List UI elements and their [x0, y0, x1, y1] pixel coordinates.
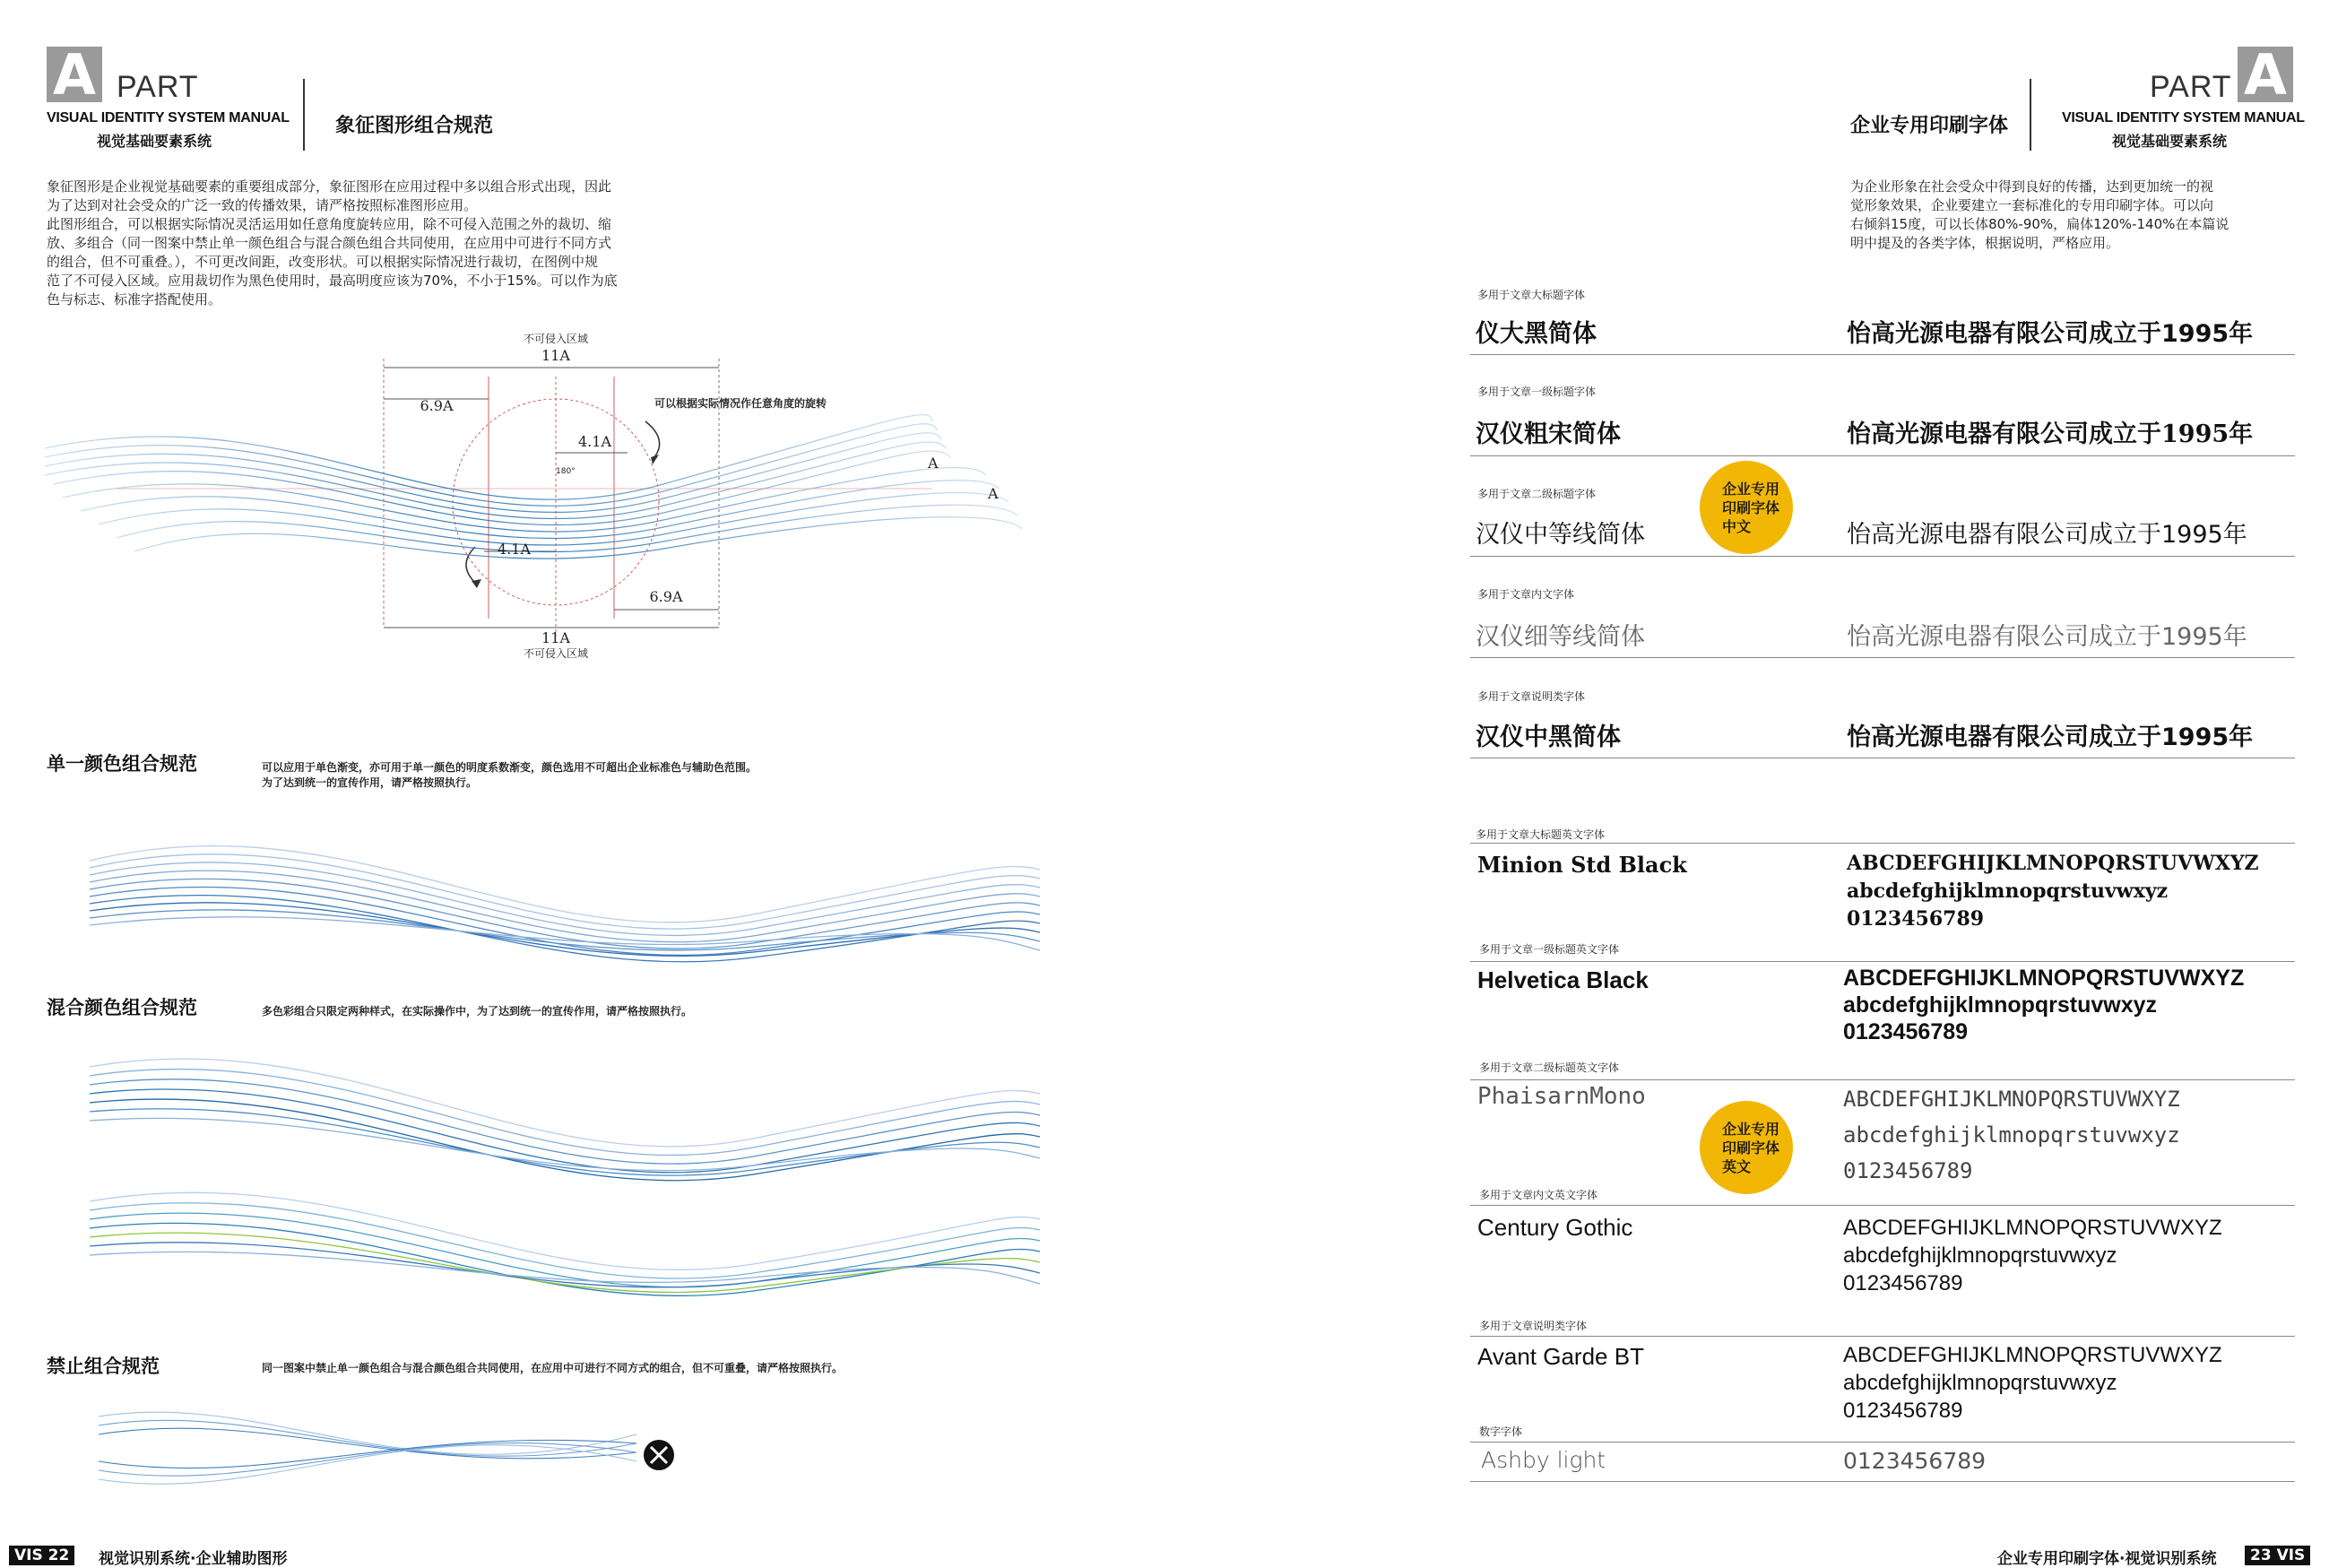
- diagram-bottom-label: 不可侵入区域: [523, 647, 589, 660]
- single-color-note: [262, 760, 757, 791]
- intro-line: 此图形组合，可以根据实际情况灵活运用如任意角度旋转应用，除不可侵入范围之外的裁切、缩: [47, 216, 612, 232]
- single-note-line: 为了达到统一的宣传作用，请严格按照执行。: [262, 776, 478, 789]
- cn-font-name: 仪大黑简体: [1476, 320, 1597, 348]
- mixed-color-note: 多色彩组合只限定两种样式，在实际操作中，为了达到统一的宣传作用，请严格按照执行。: [262, 1005, 693, 1018]
- cn-font-sample: 怡高光源电器有限公司成立于1995年: [1847, 521, 2247, 549]
- intro-paragraph: [47, 178, 746, 309]
- en-font-sample: [1843, 965, 2244, 1045]
- single-color-title: 单一颜色组合规范: [47, 753, 197, 775]
- en-font-sample: [1843, 1341, 2222, 1425]
- diagram-top-label: 不可侵入区域: [523, 333, 589, 345]
- intro-line: 明中提及的各类字体，根据说明，严格应用。: [1850, 235, 2120, 251]
- intro-line: 右倾斜15度，可以长体80%-90%，扁体120%-140%在本篇说: [1850, 216, 2229, 232]
- cn-font-sample: 怡高光源电器有限公司成立于1995年: [1847, 623, 2247, 651]
- badge-line: 中文: [1721, 517, 1751, 535]
- en-row-category: 多用于文章大标题英文字体: [1476, 828, 1606, 841]
- mixed-color-title: 混合颜色组合规范: [47, 997, 197, 1018]
- row-divider: [1470, 657, 2295, 658]
- row-divider: [1470, 1336, 2295, 1337]
- badge-line: 印刷字体: [1721, 498, 1779, 516]
- intro-line: 觉形象效果，企业要建立一套标准化的专用印刷字体。可以向: [1850, 197, 2214, 213]
- sample-upper: ABCDEFGHIJKLMNOPQRSTUVWXYZ: [1843, 1216, 2222, 1240]
- badge-line: 企业专用: [1721, 1120, 1779, 1138]
- badge-line: 英文: [1721, 1157, 1751, 1175]
- row-divider: [1470, 843, 2295, 844]
- intro-line: 为了达到对社会受众的广泛一致的传播效果，请严格按照标准图形应用。: [47, 197, 478, 213]
- forbidden-icon: [642, 1438, 676, 1472]
- en-font-name: PhaisarnMono: [1477, 1083, 1646, 1110]
- row-divider: [1470, 1205, 2295, 1206]
- en-font-name: Helvetica Black: [1477, 966, 1649, 993]
- badge-line: 印刷字体: [1721, 1139, 1779, 1157]
- en-font-sample: [1843, 1081, 2180, 1189]
- diagram-a-mark-2: A: [988, 485, 999, 502]
- forbid-note: 同一图案中禁止单一颜色组合与混合颜色组合共同使用，在应用中可进行不同方式的组合，但不可重叠，请严格按照执行。: [262, 1362, 844, 1374]
- footer-text-right: 企业专用印刷字体·视觉识别系统: [1997, 1550, 2217, 1568]
- diagram-a-mark-1: A: [928, 455, 939, 472]
- cn-row-category: 多用于文章说明类字体: [1477, 690, 1586, 703]
- mixed-color-waves: [36, 1031, 1058, 1336]
- sample-upper: ABCDEFGHIJKLMNOPQRSTUVWXYZ: [1843, 1087, 2180, 1112]
- row-divider: [1470, 961, 2295, 962]
- footer-page-tag-right: 23 VIS: [2245, 1546, 2310, 1565]
- cn-font-name: 汉仪细等线简体: [1476, 623, 1645, 651]
- diagram-inner-dim-bottom: 4.1A: [498, 541, 531, 558]
- row-divider: [1470, 1079, 2295, 1080]
- sample-digits: 0123456789: [1843, 1271, 1963, 1295]
- cn-row-category: 多用于文章内文字体: [1477, 588, 1575, 601]
- sample-lower: abcdefghijklmnopqrstuvwxyz: [1843, 992, 2158, 1018]
- en-font-name: Minion Std Black: [1477, 852, 1687, 878]
- en-row-category: 多用于文章说明类字体: [1479, 1320, 1588, 1332]
- cn-font-name: 汉仪粗宋简体: [1476, 420, 1621, 448]
- badge-cn: [1700, 461, 1793, 554]
- cn-font-name: 汉仪中黑简体: [1476, 723, 1621, 751]
- sample-upper: ABCDEFGHIJKLMNOPQRSTUVWXYZ: [1847, 852, 2259, 875]
- en-font-name: Avant Garde BT: [1477, 1343, 1644, 1370]
- intro-line: 范了不可侵入区域。应用裁切作为黑色使用时，最高明度应该为70%，不小于15%。可以作为底: [47, 273, 618, 289]
- sample-lower: abcdefghijklmnopqrstuvwxyz: [1843, 1371, 2117, 1395]
- header-divider: [303, 79, 305, 151]
- intro-line: 的组合，但不可重叠。），不可更改间距，改变形状。可以根据实际情况进行裁切，在图例中规: [47, 254, 599, 270]
- part-letter: A: [53, 42, 96, 108]
- row-divider: [1470, 354, 2295, 355]
- row-divider: [1470, 455, 2295, 456]
- clearspace-diagram: [36, 323, 1076, 681]
- footer-text: 视觉识别系统·企业辅助图形: [99, 1550, 288, 1568]
- intro-paragraph-right: [1850, 178, 2299, 253]
- badge-line: 企业专用: [1721, 480, 1779, 498]
- forbidden-wave: [90, 1399, 645, 1497]
- sample-lower: abcdefghijklmnopqrstuvwxyz: [1847, 879, 2169, 903]
- manual-title-en: VISUAL IDENTITY SYSTEM MANUAL: [47, 110, 290, 126]
- num-row-category: 数字字体: [1479, 1425, 1523, 1438]
- intro-line: 为企业形象在社会受众中得到良好的传播，达到更加统一的视: [1850, 178, 2214, 195]
- sample-digits: 0123456789: [1843, 1019, 1969, 1044]
- diagram-inner-dim-top: 4.1A: [578, 433, 611, 450]
- part-word: PART: [117, 70, 199, 104]
- num-font-name: Ashby light: [1481, 1447, 1606, 1473]
- header-divider-right: [2030, 79, 2031, 151]
- section-title-right: 企业专用印刷字体: [1850, 115, 2009, 137]
- en-row-category: 多用于文章二级标题英文字体: [1479, 1061, 1620, 1074]
- en-row-category: 多用于文章一级标题英文字体: [1479, 943, 1620, 956]
- sample-lower: abcdefghijklmnopqrstuvwxyz: [1843, 1122, 2180, 1148]
- manual-title-en-right: VISUAL IDENTITY SYSTEM MANUAL: [2062, 110, 2305, 126]
- diagram-bottom-dim: 11A: [541, 629, 570, 646]
- en-font-name: Century Gothic: [1477, 1214, 1633, 1241]
- footer-page-tag: VIS 22: [9, 1546, 74, 1565]
- forbid-title: 禁止组合规范: [47, 1356, 160, 1377]
- diagram-angle: 180°: [556, 467, 576, 476]
- en-font-sample: [1847, 850, 2259, 933]
- intro-line: 色与标志、标准字搭配使用。: [47, 291, 222, 308]
- part-a-logo-right: [2238, 42, 2293, 108]
- cn-font-sample: 怡高光源电器有限公司成立于1995年: [1847, 723, 2254, 751]
- single-color-wave: [36, 807, 1058, 986]
- cn-row-category: 多用于文章大标题字体: [1477, 289, 1586, 301]
- sample-lower: abcdefghijklmnopqrstuvwxyz: [1843, 1243, 2117, 1268]
- intro-line: 象征图形是企业视觉基础要素的重要组成部分，象征图形在应用过程中多以组合形式出现，因此: [47, 178, 612, 195]
- sample-upper: ABCDEFGHIJKLMNOPQRSTUVWXYZ: [1843, 966, 2245, 991]
- badge-en: [1700, 1101, 1793, 1194]
- cn-font-sample: 怡高光源电器有限公司成立于1995年: [1847, 420, 2254, 448]
- manual-title-cn-right: 视觉基础要素系统: [2112, 133, 2228, 150]
- row-divider: [1470, 1481, 2295, 1482]
- diagram-right-dim: 6.9A: [649, 588, 683, 605]
- part-word-right: PART: [2150, 70, 2232, 104]
- sample-digits: 0123456789: [1843, 1399, 1963, 1423]
- sample-digits: 0123456789: [1843, 1158, 1973, 1183]
- cn-row-category: 多用于文章一级标题字体: [1477, 386, 1597, 398]
- part-letter: A: [2244, 42, 2287, 108]
- section-title: 象征图形组合规范: [335, 115, 494, 137]
- sample-upper: ABCDEFGHIJKLMNOPQRSTUVWXYZ: [1843, 1343, 2222, 1367]
- manual-title-cn: 视觉基础要素系统: [97, 133, 212, 150]
- cn-font-name: 汉仪中等线简体: [1476, 521, 1645, 549]
- en-row-category: 多用于文章内文英文字体: [1479, 1189, 1598, 1201]
- part-a-logo: [47, 42, 102, 108]
- intro-line: 放、多组合（同一图案中禁止单一颜色组合与混合颜色组合共同使用，在应用中可进行不同方式: [47, 235, 612, 251]
- diagram-rotate-note: 可以根据实际情况作任意角度的旋转: [654, 397, 827, 410]
- en-font-sample: [1843, 1214, 2222, 1297]
- cn-row-category: 多用于文章二级标题字体: [1477, 488, 1597, 500]
- row-divider: [1470, 556, 2295, 557]
- single-note-line: 可以应用于单色渐变，亦可用于单一颜色的明度系数渐变，颜色选用不可超出企业标准色与辅助色范围。: [262, 761, 758, 774]
- cn-font-sample: 怡高光源电器有限公司成立于1995年: [1847, 320, 2254, 348]
- num-font-sample: 0123456789: [1843, 1448, 1987, 1474]
- sample-digits: 0123456789: [1847, 907, 1985, 931]
- diagram-top-dim: 11A: [541, 347, 570, 364]
- diagram-left-dim: 6.9A: [420, 397, 454, 414]
